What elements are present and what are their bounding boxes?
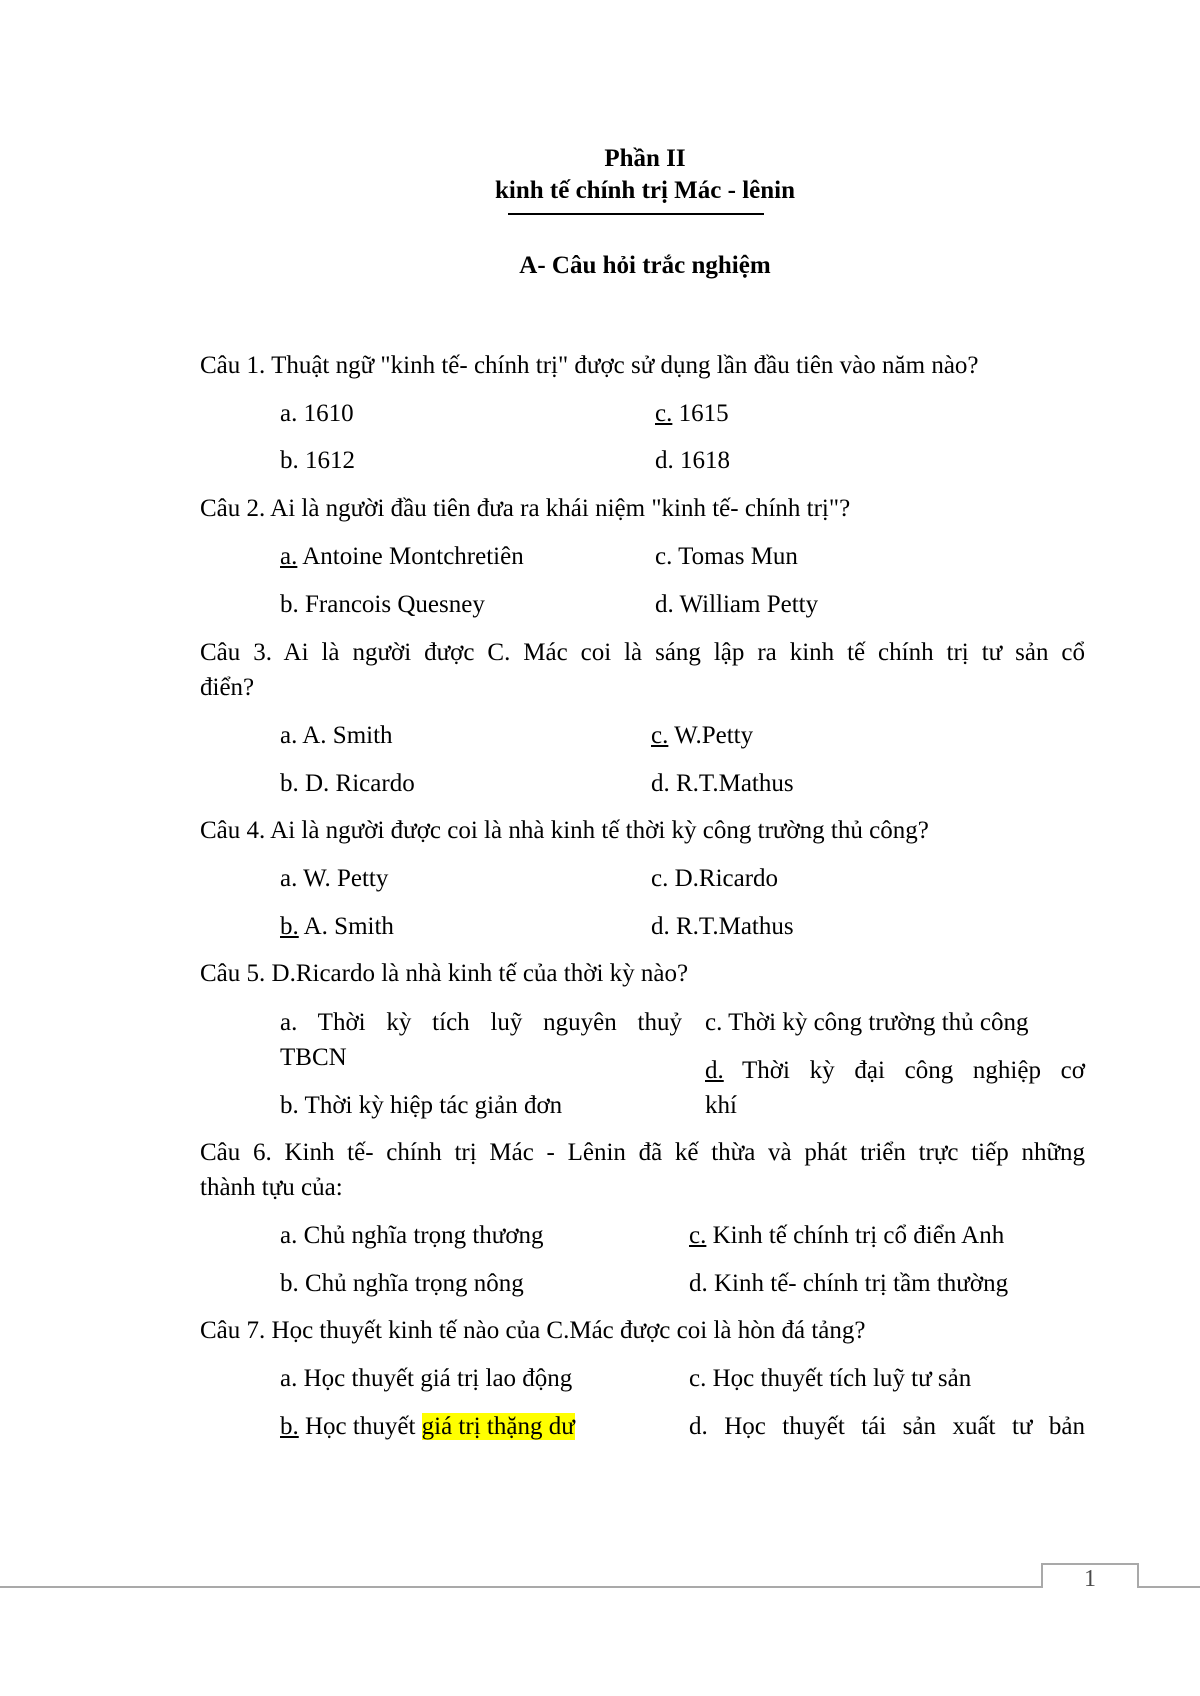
correct-answer-marker: a.: [280, 543, 298, 570]
q1-option-c: c. 1615: [655, 400, 729, 427]
question-5: Câu 5. D.Ricardo là nhà kinh tế của thời kỳ nào?: [200, 960, 689, 987]
q1-option-d: d. 1618: [655, 447, 730, 474]
correct-answer-marker: c.: [689, 1222, 707, 1249]
q5-option-a-line-2: TBCN: [280, 1044, 347, 1071]
q6-option-a: a. Chủ nghĩa trọng thương: [280, 1222, 544, 1249]
q5-option-a-line-1: a. Thời kỳ tích luỹ nguyên thuỷ: [280, 1009, 682, 1036]
question-6-line-1: Câu 6. Kinh tế- chính trị Mác - Lênin đã kế thừa và phát triển trực tiếp những: [200, 1139, 1085, 1166]
question-6-line-2: thành tựu của:: [200, 1174, 343, 1201]
section-heading: A- Câu hỏi trắc nghiệm: [519, 252, 771, 279]
q2-option-c: c. Tomas Mun: [655, 543, 798, 570]
q2-option-b: b. Francois Quesney: [280, 591, 485, 618]
q4-option-a: a. W. Petty: [280, 865, 389, 892]
q4-option-c: c. D.Ricardo: [651, 865, 779, 892]
question-3-line-1: Câu 3. Ai là người được C. Mác coi là sáng lập ra kinh tế chính trị tư sản cổ: [200, 639, 1085, 666]
footer-box-top-edge: [1041, 1563, 1139, 1565]
q7-option-c: c. Học thuyết tích luỹ tư sản: [689, 1365, 972, 1392]
question-1: Câu 1. Thuật ngữ "kinh tế- chính trị" được sử dụng lần đầu tiên vào năm nào?: [200, 352, 979, 379]
question-7: Câu 7. Học thuyết kinh tế nào của C.Mác được coi là hòn đá tảng?: [200, 1317, 866, 1344]
question-2: Câu 2. Ai là người đầu tiên đưa ra khái niệm "kinh tế- chính trị"?: [200, 495, 851, 522]
footer-rule-right: [1137, 1586, 1200, 1588]
q1-option-a: a. 1610: [280, 400, 354, 427]
q4-option-b: b. A. Smith: [280, 913, 394, 940]
correct-answer-marker: b.: [280, 913, 299, 940]
q7-option-d: d. Học thuyết tái sản xuất tư bản: [689, 1413, 1085, 1440]
q3-option-a: a. A. Smith: [280, 722, 393, 749]
q6-option-b: b. Chủ nghĩa trọng nông: [280, 1270, 524, 1297]
footer-box-left-edge: [1041, 1563, 1043, 1588]
q1-option-b: b. 1612: [280, 447, 355, 474]
q5-option-d-line-2: khí: [705, 1092, 737, 1119]
q7-option-a: a. Học thuyết giá trị lao động: [280, 1365, 573, 1392]
q2-option-a: a. Antoine Montchretiên: [280, 543, 524, 570]
q5-option-c: c. Thời kỳ công trường thủ công: [705, 1009, 1029, 1036]
q3-option-c: c. W.Petty: [651, 722, 754, 749]
correct-answer-marker: d.: [705, 1057, 724, 1084]
subject-heading: kinh tế chính trị Mác - lênin: [494, 177, 795, 204]
q3-option-b: b. D. Ricardo: [280, 770, 415, 797]
correct-answer-marker: c.: [651, 722, 669, 749]
q2-option-d: d. William Petty: [655, 591, 819, 618]
q4-option-d: d. R.T.Mathus: [651, 913, 794, 940]
q3-option-d: d. R.T.Mathus: [651, 770, 794, 797]
correct-answer-marker: b.: [280, 1413, 299, 1440]
footer-box-right-edge: [1137, 1563, 1139, 1588]
q6-option-d: d. Kinh tế- chính trị tầm thường: [689, 1270, 1009, 1297]
q7-option-b: b. Học thuyết giá trị thặng dư: [280, 1413, 575, 1440]
q5-option-d-line-1: d. Thời kỳ đại công nghiệp cơ: [705, 1053, 1085, 1088]
footer-rule-left: [0, 1586, 1043, 1588]
highlighted-text: giá trị thặng dư: [421, 1413, 575, 1440]
q6-option-c: c. Kinh tế chính trị cổ điển Anh: [689, 1222, 1005, 1249]
question-4: Câu 4. Ai là người được coi là nhà kinh tế thời kỳ công trường thủ công?: [200, 817, 929, 844]
part-heading: Phần II: [604, 145, 686, 172]
q5-option-b: b. Thời kỳ hiệp tác giản đơn: [280, 1092, 563, 1119]
question-3-line-2: điển?: [200, 674, 255, 701]
correct-answer-marker: c.: [655, 400, 673, 427]
page-number: 1: [1084, 1566, 1096, 1592]
heading-rule: [508, 213, 764, 215]
